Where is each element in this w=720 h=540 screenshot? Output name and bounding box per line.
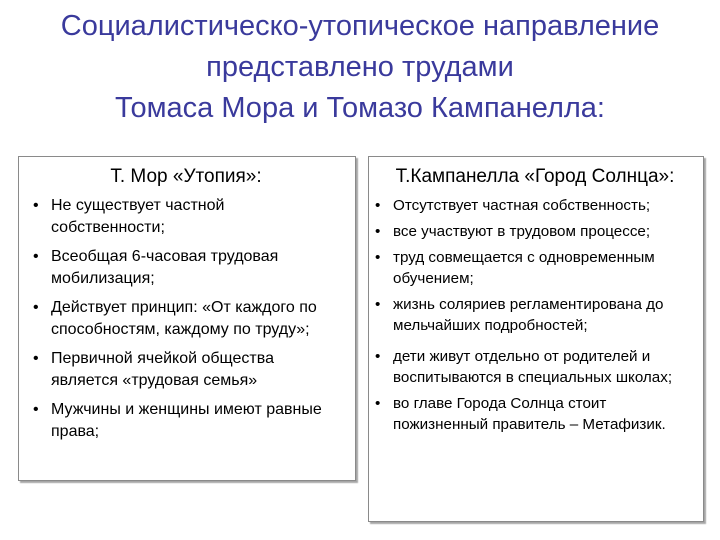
- list-item-text: Отсутствует частная собственность;: [393, 197, 651, 214]
- list-item: [375, 221, 695, 242]
- list-item: [33, 246, 341, 290]
- list-item-text: труд совмещается с одновременным обучением;: [393, 249, 655, 287]
- campanella-list: [375, 195, 695, 435]
- bullet-icon: •: [375, 296, 381, 313]
- list-item-text: все участвуют в трудовом процессе;: [393, 223, 651, 240]
- list-item-text: дети живут отдельно от родителей и воспитываются в специальных школах;: [393, 348, 673, 386]
- slide-title-line-1: Социалистическо-утопическое направление: [60, 10, 660, 42]
- bullet-icon: •: [33, 401, 39, 418]
- bullet-icon: •: [33, 299, 39, 316]
- bullet-icon: •: [375, 395, 381, 412]
- bullet-icon: •: [375, 223, 381, 240]
- list-item: [33, 297, 341, 341]
- list-item-text: Всеобщая 6-часовая трудовая мобилизация;: [51, 248, 279, 287]
- list-item: [375, 346, 695, 388]
- bullet-icon: •: [375, 249, 381, 266]
- bullet-icon: •: [33, 350, 39, 367]
- bullet-icon: •: [375, 197, 381, 214]
- list-item: [33, 195, 341, 239]
- list-item-text: Не существует частной собственности;: [51, 197, 225, 236]
- list-item: [33, 399, 341, 443]
- slide-title: [10, 6, 710, 129]
- slide-title-line-2: представлено трудами: [206, 51, 514, 83]
- campanella-city-of-sun-box: [368, 156, 704, 522]
- list-item: [33, 348, 341, 392]
- bullet-icon: •: [375, 348, 381, 365]
- list-item-text: жизнь соляриев регламентирована до мельчайших подробностей;: [393, 296, 664, 334]
- bullet-icon: •: [33, 197, 39, 214]
- campanella-heading: Т.Кампанелла «Город Солнца»:: [395, 166, 675, 187]
- list-item-text: Первичной ячейкой общества является «трудовая семья»: [51, 350, 274, 389]
- list-item-text: Действует принцип: «От каждого по способностям, каждому по труду»;: [51, 299, 317, 338]
- list-item: [375, 294, 695, 336]
- more-utopia-list: [31, 195, 341, 443]
- list-item: [375, 195, 695, 216]
- list-item: [375, 247, 695, 289]
- more-utopia-box: [18, 156, 356, 481]
- slide-title-line-3: Томаса Мора и Томазо Кампанелла:: [115, 92, 605, 124]
- bullet-icon: •: [33, 248, 39, 265]
- more-utopia-heading: Т. Мор «Утопия»:: [110, 166, 262, 187]
- list-item-text: во главе Города Солнца стоит пожизненный правитель – Метафизик.: [393, 395, 666, 433]
- list-item-text: Мужчины и женщины имеют равные права;: [51, 401, 322, 440]
- list-item: [375, 393, 695, 435]
